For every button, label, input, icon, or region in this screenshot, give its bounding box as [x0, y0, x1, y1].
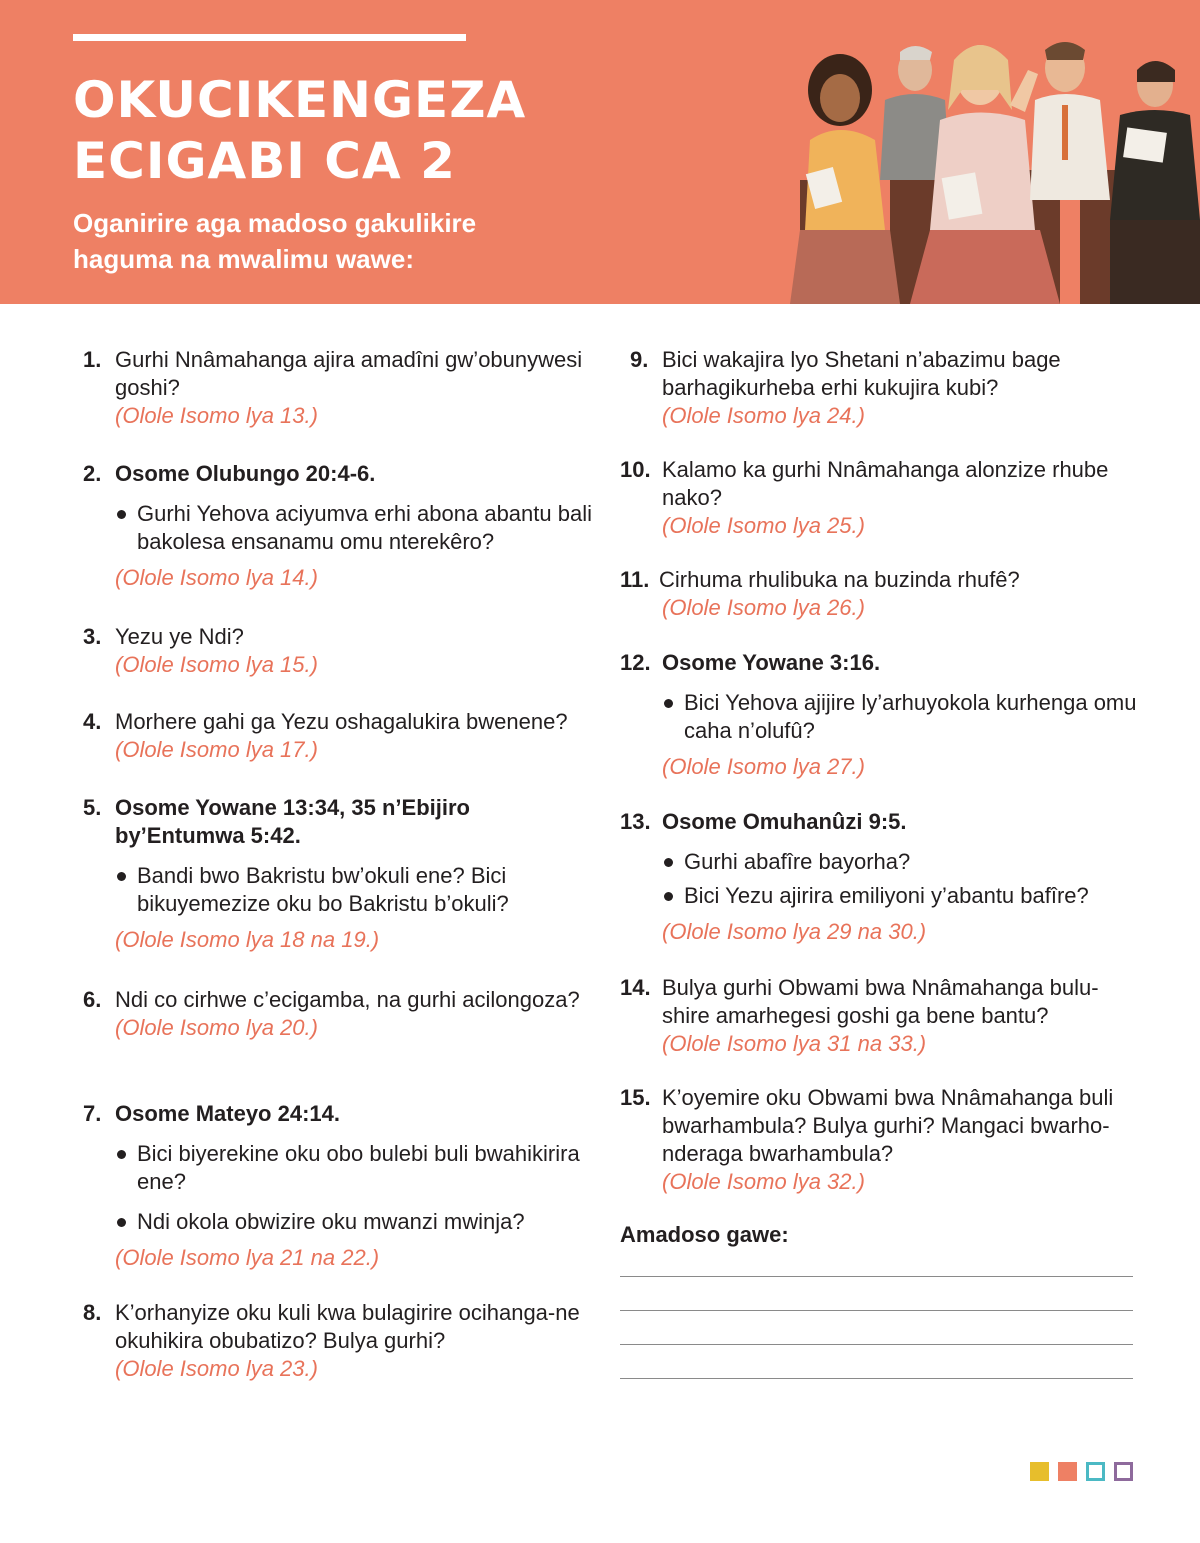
question-number: 10. [620, 457, 651, 482]
note-line [620, 1310, 1133, 1311]
question-item [83, 346, 593, 430]
question-item [83, 460, 593, 592]
note-line [620, 1378, 1133, 1379]
question-text: Gurhi Nnâmahanga ajira amadîni gw’obunywesi goshi? [115, 347, 583, 400]
question-text: Osome Yowane 3:16. [662, 650, 881, 675]
people-seated-illustration [780, 30, 1200, 304]
question-number: 12. [620, 650, 651, 675]
question-text: Cirhuma rhulibuka na buzinda rhufê? [659, 567, 1020, 592]
question-text: Morhere gahi ga Yezu oshagalukira bwenene? [115, 709, 568, 734]
question-item [620, 1084, 1140, 1196]
bullet-point: Bandi bwo Bakristu bw’okuli ene? Bici bikuyemezize oku bo Bakristu b’okuli? [115, 862, 593, 918]
question-item [83, 794, 593, 954]
lesson-reference: (Olole Isomo lya 23.) [115, 1356, 318, 1381]
lesson-reference: (Olole Isomo lya 15.) [115, 652, 318, 677]
lesson-reference: (Olole Isomo lya 14.) [115, 565, 318, 590]
question-text: Bulya gurhi Obwami bwa Nnâmahanga bulu-shire amarhegesi goshi ga bene bantu? [662, 975, 1099, 1028]
question-item [620, 974, 1140, 1058]
page-title [73, 70, 593, 192]
lesson-reference: (Olole Isomo lya 21 na 22.) [115, 1245, 380, 1270]
lesson-reference: (Olole Isomo lya 31 na 33.) [662, 1031, 927, 1056]
bullet-point: Bici biyerekine oku obo bulebi buli bwahikirira ene? [115, 1140, 593, 1196]
question-item [620, 346, 1140, 430]
lesson-reference: (Olole Isomo lya 20.) [115, 1015, 318, 1040]
question-text: Ndi co cirhwe c’ecigamba, na gurhi acilongoza? [115, 987, 580, 1012]
question-text: Osome Yowane 13:34, 35 n’Ebijiro by’Entumwa 5:42. [115, 795, 470, 848]
question-number: 1. [83, 347, 102, 372]
question-item [83, 1100, 593, 1272]
question-text: Osome Omuhanûzi 9:5. [662, 809, 907, 834]
notes-label: Amadoso gawe: [620, 1222, 789, 1247]
question-number: 8. [83, 1300, 102, 1325]
question-number: 14. [620, 975, 651, 1000]
note-line [620, 1276, 1133, 1277]
lesson-reference: (Olole Isomo lya 29 na 30.) [662, 919, 927, 944]
lesson-reference: (Olole Isomo lya 13.) [115, 403, 318, 428]
header-divider [73, 34, 466, 41]
lesson-reference: (Olole Isomo lya 27.) [662, 754, 865, 779]
question-text: Kalamo ka gurhi Nnâmahanga alonzize rhube nako? [662, 457, 1109, 510]
question-number: 9. [630, 347, 649, 372]
bullet-point: Gurhi abafîre bayorha? [662, 848, 1089, 876]
question-item [620, 456, 1140, 540]
question-number: 5. [83, 795, 102, 820]
question-text: Osome Mateyo 24:14. [115, 1101, 340, 1126]
yellow-square-icon [1030, 1462, 1049, 1481]
purple-square-outline-icon [1114, 1462, 1133, 1481]
note-line [620, 1344, 1133, 1345]
question-item [620, 649, 1140, 781]
question-text: Yezu ye Ndi? [115, 624, 244, 649]
question-text: Osome Olubungo 20:4-6. [115, 461, 376, 486]
question-text: K’orhanyize oku kuli kwa bulagirire ocihanga-ne okuhikira obubatizo? Bulya gurhi? [115, 1300, 580, 1353]
question-number: 15. [620, 1085, 651, 1110]
question-number: 13. [620, 809, 651, 834]
question-item [83, 708, 568, 764]
lesson-reference: (Olole Isomo lya 24.) [662, 403, 865, 428]
question-item [83, 986, 580, 1042]
lesson-reference: (Olole Isomo lya 17.) [115, 737, 318, 762]
question-text: K’oyemire oku Obwami bwa Nnâmahanga buli bwarhambula? Bulya gurhi? Mangaci bwarho-nderaga bwarhambula? [662, 1085, 1114, 1166]
question-number: 7. [83, 1101, 102, 1126]
question-number: 2. [83, 461, 102, 486]
question-number: 4. [83, 709, 102, 734]
lesson-reference: (Olole Isomo lya 26.) [662, 595, 865, 620]
header-banner [0, 0, 1200, 304]
question-item [620, 566, 1020, 622]
title-line-1: OKUCIKENGEZA [73, 71, 527, 129]
lesson-reference: (Olole Isomo lya 18 na 19.) [115, 927, 380, 952]
lesson-reference: (Olole Isomo lya 32.) [662, 1169, 865, 1194]
bullet-point: Gurhi Yehova aciyumva erhi abona abantu bali bakolesa ensanamu omu nterekêro? [115, 500, 593, 556]
question-number: 3. [83, 624, 102, 649]
question-item [620, 808, 1089, 946]
question-item [83, 1299, 593, 1383]
teal-square-outline-icon [1086, 1462, 1105, 1481]
question-item [83, 623, 318, 679]
bullet-point: Bici Yehova ajijire ly’arhuyokola kurhenga omu caha n’olufû? [662, 689, 1140, 745]
lesson-reference: (Olole Isomo lya 25.) [662, 513, 865, 538]
orange-square-icon [1058, 1462, 1077, 1481]
title-line-2: ECIGABI CA 2 [73, 132, 456, 190]
bullet-point: Ndi okola obwizire oku mwanzi mwinja? [115, 1208, 593, 1236]
page-subtitle: Oganirire aga madoso gakulikire haguma na mwalimu wawe: [73, 208, 477, 274]
question-text: Bici wakajira lyo Shetani n’abazimu bage barhagikurheba erhi kukujira kubi? [662, 347, 1061, 400]
bullet-point: Bici Yezu ajirira emiliyoni y’abantu bafîre? [662, 882, 1089, 910]
question-number: 6. [83, 987, 102, 1012]
question-number: 11. [620, 567, 650, 592]
